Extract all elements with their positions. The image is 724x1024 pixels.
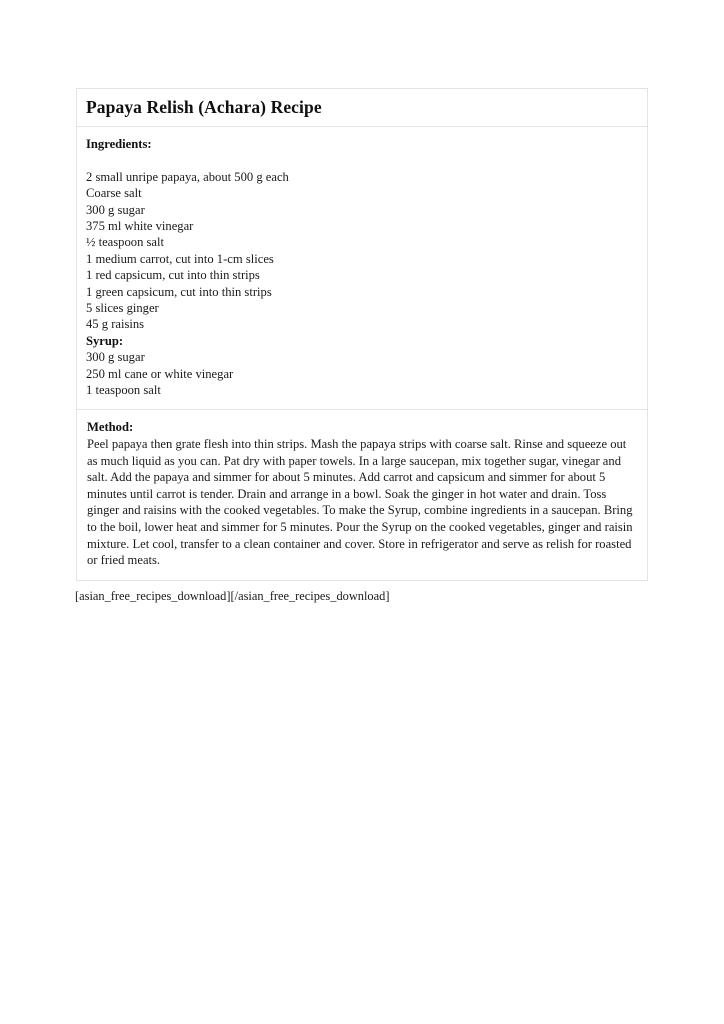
syrup-ingredients-list <box>86 349 638 398</box>
list-item: 250 ml cane or white vinegar <box>86 366 234 381</box>
list-item: Coarse salt <box>86 186 142 201</box>
list-item: 1 red capsicum, cut into thin strips <box>86 268 260 283</box>
list-item: 1 teaspoon salt <box>86 383 161 398</box>
ingredients-section <box>77 127 647 410</box>
list-item: 45 g raisins <box>86 317 145 332</box>
ingredients-heading: Ingredients: <box>86 137 152 151</box>
list-item: ½ teaspoon salt <box>86 235 164 250</box>
list-item: 300 g sugar <box>86 202 145 217</box>
download-shortcode: [asian_free_recipes_download][/asian_free_recipes_download] <box>75 589 390 603</box>
recipe-title-row <box>77 89 647 127</box>
syrup-subheading: Syrup: <box>86 333 124 348</box>
method-body-text: Peel papaya then grate flesh into thin strips. Mash the papaya strips with coarse salt. Rinse and squeeze out as much liquid as you can. Pat dry with paper towels. In a large saucepan, mix together sugar, vinegar and salt. Add the papaya and simmer for about 5 minutes. Add carrot and capsicum and simmer for about 5 minutes until carrot is tender. Drain and arrange in a bowl. Soak the ginger in hot water and drain. Toss ginger and raisins with the cooked vegetables. To make the Syrup, combine ingredients in a saucepan. Bring to the boil, lower heat and simmer for 5 minutes. Pour the Syrup on the cooked vegetables, ginger and raisin mixture. Let cool, transfer to a clean container and cover. Store in refrigerator and serve as relish for roasted or fried meats. <box>87 437 633 568</box>
list-item: 1 green capsicum, cut into thin strips <box>86 284 272 299</box>
list-item: 2 small unripe papaya, about 500 g each <box>86 169 289 184</box>
page-title: Papaya Relish (Achara) Recipe <box>86 97 322 117</box>
list-item: 375 ml white vinegar <box>86 219 194 234</box>
ingredients-list <box>86 169 638 333</box>
list-item: 300 g sugar <box>86 350 145 365</box>
list-item: 1 medium carrot, cut into 1-cm slices <box>86 251 274 266</box>
recipe-table <box>76 88 648 581</box>
list-item: 5 slices ginger <box>86 301 159 316</box>
method-section <box>77 410 647 579</box>
spacer-line <box>86 152 638 168</box>
method-heading: Method: <box>87 420 134 435</box>
